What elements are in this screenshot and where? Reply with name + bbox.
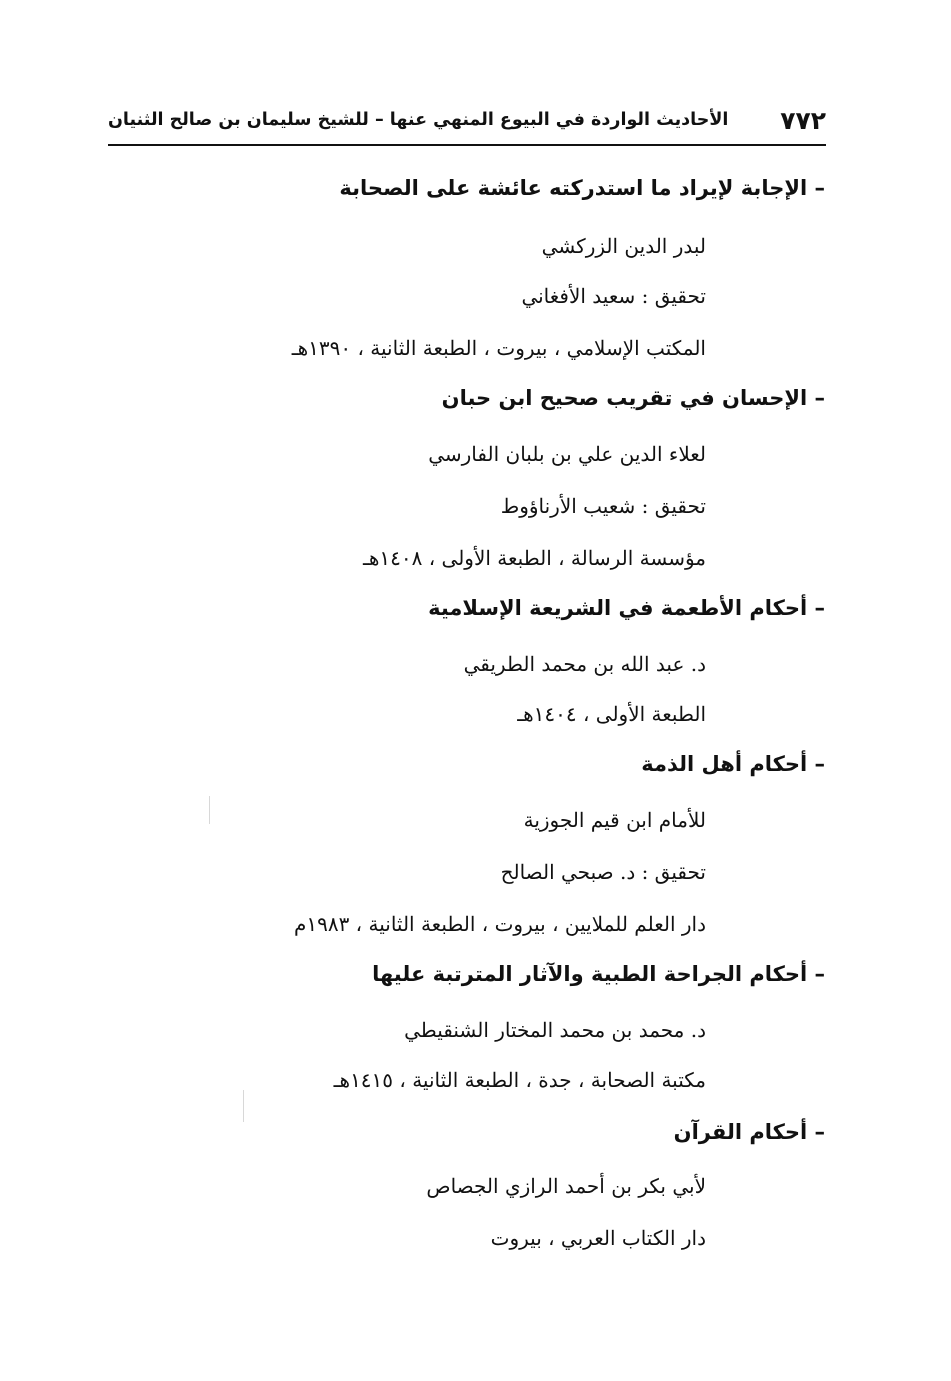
entry-author: د. محمد بن محمد المختار الشنقيطي bbox=[404, 1018, 706, 1042]
running-header-title: الأحاديث الواردة في البيوع المنهي عنها – للشيخ سليمان بن صالح الثنيان bbox=[108, 110, 729, 130]
scan-artifact bbox=[209, 796, 210, 824]
entry-title: – أحكام الجراحة الطبية والآثار المترتبة عليها bbox=[372, 962, 825, 986]
entry-publisher: الطبعة الأولى ، ١٤٠٤هـ bbox=[517, 702, 706, 726]
entry-author: لعلاء الدين علي بن بلبان الفارسي bbox=[428, 442, 706, 466]
entry-author: لبدر الدين الزركشي bbox=[541, 234, 706, 258]
entry-publisher: دار العلم للملايين ، بيروت ، الطبعة الثانية ، ١٩٨٣م bbox=[293, 912, 706, 936]
entry-title: – الإجابة لإيراد ما استدركته عائشة على الصحابة bbox=[339, 176, 825, 200]
scan-artifact bbox=[243, 1090, 244, 1122]
entry-publisher: دار الكتاب العربي ، بيروت bbox=[490, 1226, 706, 1250]
entry-title: – أحكام القرآن bbox=[673, 1120, 825, 1144]
entry-editor: تحقيق : شعيب الأرناؤوط bbox=[500, 494, 706, 518]
entry-title: – أحكام الأطعمة في الشريعة الإسلامية bbox=[428, 596, 825, 620]
entry-author: لأبي بكر بن أحمد الرازي الجصاص bbox=[426, 1174, 706, 1198]
entry-editor: تحقيق : سعيد الأفغاني bbox=[521, 284, 706, 308]
entry-publisher: مكتبة الصحابة ، جدة ، الطبعة الثانية ، ١٤١٥هـ bbox=[333, 1068, 706, 1092]
entry-title: – الإحسان في تقريب صحيح ابن حبان bbox=[441, 386, 825, 410]
entry-author: للأمام ابن قيم الجوزية bbox=[523, 808, 706, 832]
entry-author: د. عبد الله بن محمد الطريقي bbox=[463, 652, 706, 676]
page-number: ٧٧٢ bbox=[780, 106, 826, 135]
entry-publisher: المكتب الإسلامي ، بيروت ، الطبعة الثانية ، ١٣٩٠هـ bbox=[291, 336, 706, 360]
entry-title: – أحكام أهل الذمة bbox=[641, 752, 825, 776]
entry-publisher: مؤسسة الرسالة ، الطبعة الأولى ، ١٤٠٨هـ bbox=[363, 546, 706, 570]
entry-editor: تحقيق : د. صبحي الصالح bbox=[500, 860, 706, 884]
